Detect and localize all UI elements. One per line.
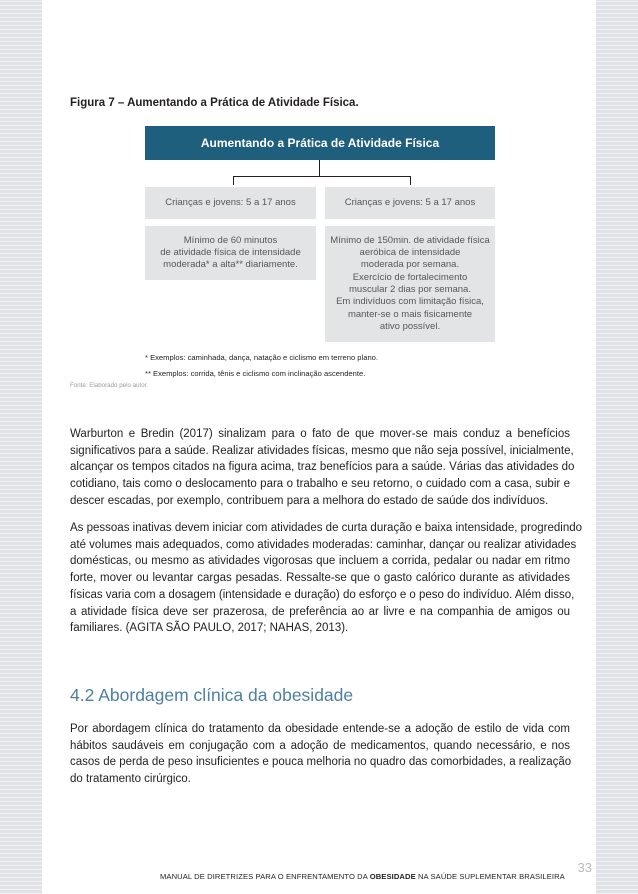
- left-group-detail-box: [145, 226, 316, 280]
- paragraph-line: familiares. (AGITA SÃO PAULO, 2017; NAHAS, 2013).: [70, 622, 349, 635]
- right-detail-line: aeróbica de intensidade: [359, 247, 461, 259]
- paragraph-line: hábitos saudáveis em conjugação com a adoção de medicamentos, quando necessário, e nos: [70, 739, 570, 752]
- figure-source: Fonte: Elaborado pelo autor.: [70, 382, 149, 389]
- body-paragraph: [70, 520, 583, 637]
- left-group-label: Crianças e jovens: 5 a 17 anos: [165, 196, 296, 208]
- footer-suffix: NA SAÚDE SUPLEMENTAR BRASILEIRA: [415, 872, 565, 881]
- figure-note: ** Exemplos: corrida, tênis e ciclismo com inclinação ascendente.: [145, 369, 366, 378]
- paragraph-line: alcançar os tempos citados na figura acima, traz benefícios para a saúde. Várias das atividades do: [70, 461, 575, 474]
- figure-note: * Exemplos: caminhada, dança, natação e ciclismo em terreno plano.: [145, 353, 378, 362]
- right-detail-line: moderada por semana.: [360, 259, 460, 271]
- right-group-label: Crianças e jovens: 5 a 17 anos: [344, 196, 476, 208]
- paragraph-line: a atividade física deve ser prazerosa, de preferência ao ar livre e na companhia de amigos ou: [70, 605, 570, 618]
- right-detail-line: Exercício de fortalecimento: [352, 271, 468, 283]
- connector-crossbar: [233, 176, 411, 177]
- paragraph-line: descer escadas, por exemplo, contribuem para a melhora do estado de saúde dos indivíduos.: [70, 494, 549, 507]
- right-detail-line: ativo possível.: [379, 320, 441, 332]
- paragraph-line: do tratamento cirúrgico.: [70, 773, 191, 786]
- paragraph-line: casos de perda de peso insuficientes e pouca melhoria no quadro das comorbidades, a realização: [70, 756, 572, 769]
- paragraph-line: físicas varia com a dosagem (intensidade e duração) do esforço e o peso do indivíduo. Além disso,: [70, 588, 575, 601]
- section-heading: 4.2 Abordagem clínica da obesidade: [70, 685, 354, 705]
- connector-stem: [319, 160, 320, 176]
- paragraph-line: até volumes mais adequados, como atividades moderadas: caminhar, dançar ou realizar atividades: [70, 538, 577, 551]
- paragraph-line: Por abordagem clínica do tratamento da obesidade entende-se a adoção de estilo de vida com: [70, 723, 570, 735]
- connector-left-drop: [233, 176, 234, 185]
- figure-banner: Aumentando a Prática de Atividade Física: [145, 126, 495, 160]
- left-detail-line: de atividade física de intensidade: [160, 246, 301, 258]
- footer-emphasis: OBESIDADE: [369, 872, 416, 881]
- footer-prefix: MANUAL DE DIRETRIZES PARA O ENFRENTAMENTO DA: [160, 872, 370, 881]
- right-detail-line: Em indivíduos com limitação física,: [336, 296, 484, 308]
- figure-caption: Figura 7 – Aumentando a Prática de Atividade Física.: [70, 97, 359, 109]
- page-footer: [160, 872, 565, 881]
- page-number: 33: [577, 860, 592, 875]
- right-detail-line: muscular 2 dias por semana.: [349, 284, 471, 295]
- paragraph-line: As pessoas inativas devem iniciar com atividades de curta duração e baixa intensidade, progredindo: [70, 522, 583, 534]
- right-group-detail-box: [325, 226, 495, 342]
- body-paragraph: [70, 721, 570, 788]
- right-group-label-box: [325, 187, 495, 219]
- paragraph-line: forte, mover ou levantar cargas pesadas. Ressalte-se que o gasto calórico durante as atividades: [70, 572, 570, 585]
- body-paragraph: [70, 426, 575, 510]
- right-margin-stripe: [596, 0, 638, 894]
- left-group-label-box: [145, 187, 316, 219]
- left-detail-line: moderada* a alta** diariamente.: [163, 259, 298, 271]
- right-detail-line: manter-se o mais fisicamente: [347, 308, 473, 320]
- paragraph-line: significativos para a saúde. Realizar atividades físicas, mesmo que não seja possível, inicialmente,: [70, 444, 574, 457]
- right-detail-line: Mínimo de 150min. de atividade física: [330, 234, 490, 246]
- paragraph-line: cotidiano, tais como o deslocamento para o trabalho e seu retorno, o cuidado com a casa, subir e: [70, 478, 570, 491]
- paragraph-line: Warburton e Bredin (2017) sinalizam para o fato de que mover-se mais conduz a benefícios: [70, 428, 570, 440]
- left-detail-line: Mínimo de 60 minutos: [183, 234, 278, 246]
- left-margin-stripe: [0, 0, 42, 894]
- paragraph-line: domésticas, ou mesmo as atividades vigorosas que incluem a corrida, pedalar ou nadar em ritmo: [70, 555, 570, 568]
- connector-right-drop: [410, 176, 411, 185]
